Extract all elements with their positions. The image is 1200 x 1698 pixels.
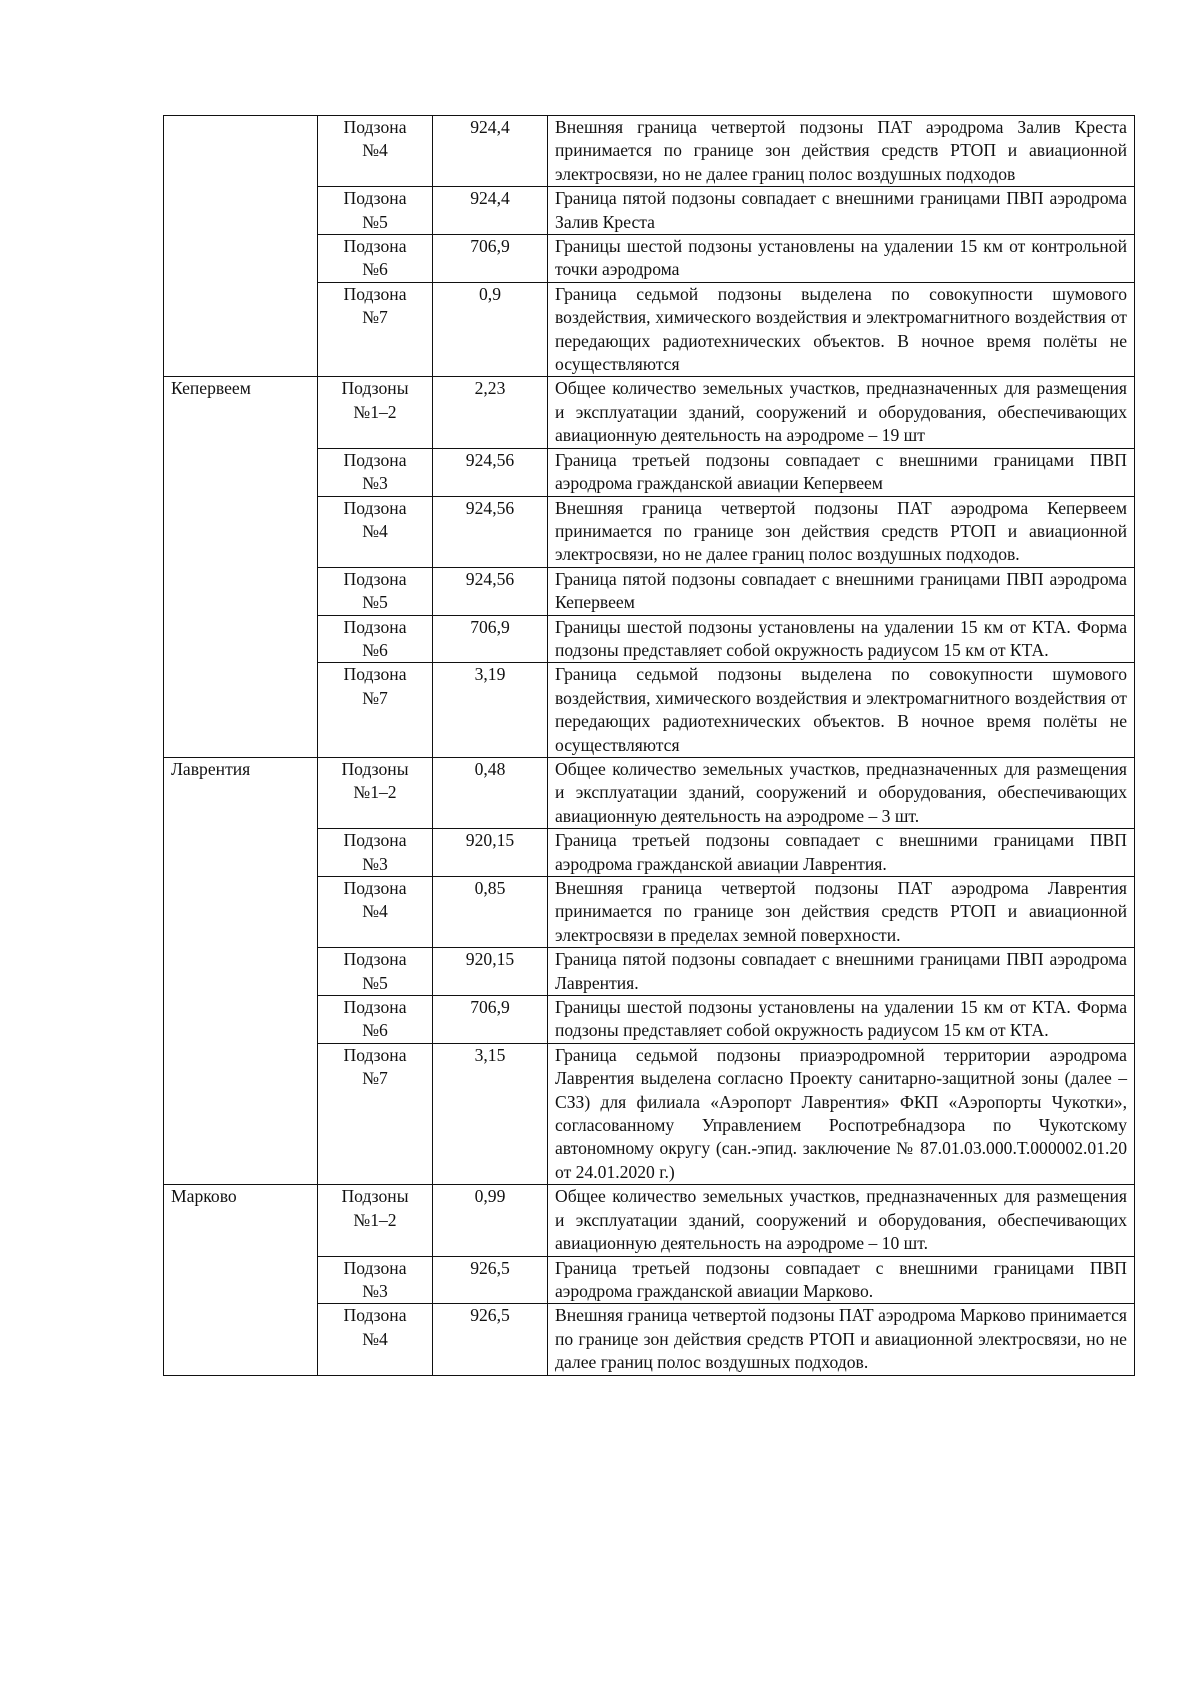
area-value: 924,4 [433,116,548,187]
zone-cell [318,615,433,663]
area-value: 924,56 [433,448,548,496]
zone-number: №5 [362,592,388,613]
zone-label: Подзона [343,497,407,518]
zone-number: №5 [362,211,388,232]
zone-cell [318,1256,433,1304]
zone-number: №5 [362,972,388,993]
zone-description: Внешняя граница четвертой подзоны ПАТ аэродрома Залив Креста принимается по границе зон действия средств РТОП и авиационной электросвязи, но не далее границ полос воздушных подходов [548,116,1135,187]
area-value: 0,48 [433,757,548,828]
area-value: 926,5 [433,1256,548,1304]
zone-label: Подзона [343,830,407,851]
zone-description: Общее количество земельных участков, предназначенных для размещения и эксплуатации зданий, сооружений и оборудования, обеспечивающих авиационную деятельность на аэродроме – 19 шт [548,377,1135,448]
area-value: 2,23 [433,377,548,448]
zones-table-body [164,116,1135,1376]
zone-cell [318,1304,433,1375]
area-value: 706,9 [433,235,548,283]
zone-number: №3 [362,853,388,874]
zone-description: Границы шестой подзоны установлены на удалении 15 км от КТА. Форма подзоны представляет собой окружность радиусом 15 км от КТА. [548,615,1135,663]
zone-cell [318,496,433,567]
zone-number: №7 [362,687,388,708]
zone-number: №1–2 [353,1209,397,1230]
zone-label: Подзона [343,568,407,589]
table-row [164,116,1135,187]
zone-label: Подзона [343,188,407,209]
zone-label: Подзона [343,997,407,1018]
area-value: 920,15 [433,948,548,996]
area-value: 3,15 [433,1043,548,1184]
area-value: 920,15 [433,829,548,877]
zone-number: №3 [362,1280,388,1301]
zone-cell [318,282,433,377]
zone-label: Подзоны [341,378,409,399]
zone-description: Границы шестой подзоны установлены на удалении 15 км от КТА. Форма подзоны представляет собой окружность радиусом 15 км от КТА. [548,996,1135,1044]
zone-number: №4 [362,901,388,922]
zone-description: Граница пятой подзоны совпадает с внешними границами ПВП аэродрома Кепервеем [548,567,1135,615]
zone-description: Граница пятой подзоны совпадает с внешними границами ПВП аэродрома Лаврентия. [548,948,1135,996]
zone-number: №6 [362,259,388,280]
zone-description: Граница третьей подзоны совпадает с внешними границами ПВП аэродрома гражданской авиации Кепервеем [548,448,1135,496]
zone-description: Граница пятой подзоны совпадает с внешними границами ПВП аэродрома Залив Креста [548,187,1135,235]
table-row [164,377,1135,448]
zone-description: Граница третьей подзоны совпадает с внешними границами ПВП аэродрома гражданской авиации Марково. [548,1256,1135,1304]
zone-cell [318,1185,433,1256]
table-row [164,1185,1135,1256]
zone-cell [318,996,433,1044]
zone-description: Внешняя граница четвертой подзоны ПАТ аэродрома Марково принимается по границе зон действия средств РТОП и авиационной электросвязи, но не далее границ полос воздушных подходов. [548,1304,1135,1375]
zone-number: №7 [362,307,388,328]
zone-cell [318,663,433,758]
zone-label: Подзона [343,878,407,898]
area-value: 0,9 [433,282,548,377]
zone-number: №4 [362,1328,388,1349]
area-value: 926,5 [433,1304,548,1375]
zone-cell [318,757,433,828]
zone-label: Подзона [343,117,407,137]
zone-number: №6 [362,639,388,660]
area-value: 0,99 [433,1185,548,1256]
zones-table [163,115,1135,1376]
zone-cell [318,377,433,448]
zone-cell [318,448,433,496]
zone-description: Граница седьмой подзоны приаэродромной территории аэродрома Лаврентия выделена согласно Проекту санитарно-защитной зоны (далее – СЗЗ) для филиала «Аэропорт Лаврентия» ФКП «Аэропорты Чукотки», согласованному Управлением Роспотребнадзора по Чукотскому автономному округу (сан.-эпид. заключение № 87.01.03.000.Т.000002.01.20 от 24.01.2020 г.) [548,1043,1135,1184]
area-value: 924,4 [433,187,548,235]
zone-number: №4 [362,140,388,161]
zone-description: Общее количество земельных участков, предназначенных для размещения и эксплуатации зданий, сооружений и оборудования, обеспечивающих авиационную деятельность на аэродроме – 3 шт. [548,757,1135,828]
zone-description: Границы шестой подзоны установлены на удалении 15 км от контрольной точки аэродрома [548,235,1135,283]
zone-description: Граница седьмой подзоны выделена по совокупности шумового воздействия, химического воздействия и электромагнитного воздействия от передающих радиотехнических объектов. В ночное время полёты не осуществляются [548,663,1135,758]
zone-cell [318,116,433,187]
airport-name: Лаврентия [164,757,318,1184]
zone-label: Подзоны [341,758,409,779]
zone-label: Подзона [343,283,407,304]
airport-name: Кепервеем [164,377,318,758]
zone-label: Подзона [343,1257,407,1278]
area-value: 924,56 [433,567,548,615]
zone-label: Подзоны [341,1186,409,1207]
zone-label: Подзона [343,1305,407,1326]
zone-description: Граница седьмой подзоны выделена по совокупности шумового воздействия, химического воздействия и электромагнитного воздействия от передающих радиотехнических объектов. В ночное время полёты не осуществляются [548,282,1135,377]
zone-description: Общее количество земельных участков, предназначенных для размещения и эксплуатации зданий, сооружений и оборудования, обеспечивающих авиационную деятельность на аэродроме – 10 шт. [548,1185,1135,1256]
zone-label: Подзона [343,664,407,685]
table-row [164,757,1135,828]
area-value: 924,56 [433,496,548,567]
area-value: 706,9 [433,996,548,1044]
zone-number: №3 [362,473,388,494]
zone-cell [318,877,433,948]
zone-description: Внешняя граница четвертой подзоны ПАТ аэродрома Лаврентия принимается по границе зон действия средств РТОП и авиационной электросвязи в пределах земной поверхности. [548,877,1135,948]
zone-label: Подзона [343,449,407,470]
area-value: 0,85 [433,877,548,948]
zone-label: Подзона [343,236,407,257]
zone-label: Подзона [343,949,407,970]
area-value: 706,9 [433,615,548,663]
zone-cell [318,567,433,615]
zone-label: Подзона [343,1044,407,1065]
zone-cell [318,1043,433,1184]
zone-number: №6 [362,1020,388,1041]
zone-number: №7 [362,1068,388,1089]
airport-name: Марково [164,1185,318,1375]
zone-description: Внешняя граница четвертой подзоны ПАТ аэродрома Кепервеем принимается по границе зон действия средств РТОП и авиационной электросвязи, но не далее границ полос воздушных подходов. [548,496,1135,567]
zone-cell [318,235,433,283]
zone-number: №4 [362,520,388,541]
area-value: 3,19 [433,663,548,758]
zone-cell [318,829,433,877]
airport-name [164,116,318,377]
zone-number: №1–2 [353,782,397,803]
zone-label: Подзона [343,616,407,637]
zone-description: Граница третьей подзоны совпадает с внешними границами ПВП аэродрома гражданской авиации Лаврентия. [548,829,1135,877]
zone-cell [318,948,433,996]
zone-number: №1–2 [353,401,397,422]
zone-cell [318,187,433,235]
